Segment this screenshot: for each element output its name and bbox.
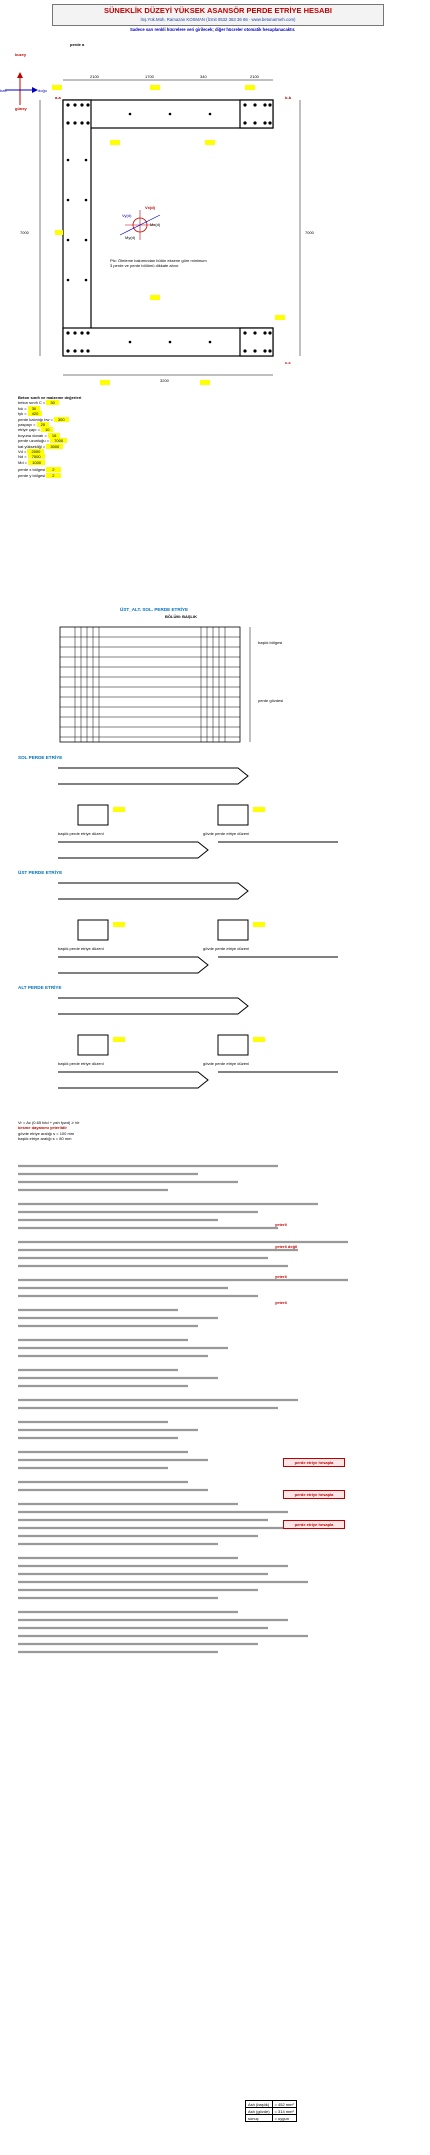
final-cell: = 314 mm² [272, 2108, 296, 2115]
section-caption-b: gövde perde etriye düzeni [203, 831, 250, 836]
plan-drawing [0, 30, 430, 390]
label-mxd: Mx(d) [150, 222, 161, 227]
compass-south: güney [15, 106, 27, 111]
notice-text: Sadece sarı renkli hücrelere veri girilecek; diğer hücreler otomatik hesaplanacaktır. [130, 27, 296, 32]
dim-top-2: 1700 [145, 74, 154, 79]
param-label: perde uzunluğu [18, 438, 46, 444]
section-title: SOL PERDE ETRİYE [18, 755, 63, 760]
section-caption-a: başlık perde etriye düzeni [58, 946, 104, 951]
param-label: Md [18, 459, 24, 465]
section-drawing [18, 990, 418, 1090]
param-label: perde kalınlığı bw [18, 416, 50, 422]
check-line-4: başlık etriye aralığı s = 80 mm [18, 1136, 72, 1142]
page-header [52, 4, 384, 26]
calc-button-1[interactable]: perde etriye hesapla [283, 1458, 345, 1467]
final-cell: sonuç [246, 2115, 273, 2122]
param-value[interactable]: 420 [28, 411, 43, 416]
param-value[interactable]: 300 [54, 417, 69, 422]
param-row: boyuna donatı = 16 [18, 433, 418, 438]
param-row: Nd = 7000 [18, 454, 418, 459]
compass-icon [5, 72, 38, 105]
section-title: ALT PERDE ETRİYE [18, 985, 62, 990]
check-line-3: gövde etriye aralığı s = 100 mm [18, 1130, 75, 1136]
final-cell: = 452 mm² [272, 2101, 296, 2108]
page-subtitle: İnş.Yük.Müh. Ramazan KOSMAN (İzmit 0532 363 36 66 · www.betonarmeh.com) [140, 17, 296, 22]
param-label: beton sınıfı C [18, 400, 42, 406]
label-myd: My(d) [125, 235, 136, 240]
selection-b: perde y bölgesi [18, 472, 46, 478]
param-row: perde kalınlığı bw = 300 [18, 417, 418, 422]
param-value[interactable]: 30 [46, 400, 58, 405]
dim-top-3: 340 [200, 74, 207, 79]
param-row: etriye çapı = 10 [18, 427, 418, 432]
params-title: Beton sınıfı ve malzeme değerleri [18, 395, 82, 400]
section-1 [18, 755, 418, 861]
param-row: paspayı = 25 [18, 422, 418, 427]
param-value[interactable]: 1000 [28, 460, 45, 465]
param-label: Vd [18, 449, 23, 455]
section-c: c-c [285, 360, 291, 365]
section-caption-a: başlık perde etriye düzeni [58, 1061, 104, 1066]
calc-button-3[interactable]: perde etriye hesapla [283, 1520, 345, 1529]
section-caption-b: gövde perde etriye düzeni [203, 1061, 250, 1066]
final-table [245, 2100, 297, 2122]
param-label: paspayı [18, 422, 33, 428]
compass-west: batı [0, 88, 7, 93]
param-value[interactable]: 25 [37, 422, 49, 427]
label-vxd: Vx(d) [145, 205, 155, 210]
compass-east: doğu [38, 88, 47, 93]
dim-top-4: 2100 [250, 74, 259, 79]
param-value[interactable]: 7000 [28, 454, 45, 459]
param-row: kat yüksekliği = 3000 [18, 444, 418, 449]
elevation-label-bottom: perde gövdesi [258, 698, 284, 703]
section-a: a-a [55, 95, 61, 100]
final-cell: Ash (gövde) [246, 2108, 273, 2115]
check-line-1: Vr = Ac (0.65 fctd + ρsh fywd) ≥ Ve [18, 1120, 80, 1125]
final-cell: Ash (başlık) [246, 2101, 273, 2108]
dim-top-1: 2100 [90, 74, 99, 79]
section-title: ÜST PERDE ETRİYE [18, 870, 63, 875]
param-value[interactable]: 3000 [46, 444, 63, 449]
section-caption-b: gövde perde etriye düzeni [203, 946, 250, 951]
param-row: Md = 1000 [18, 460, 418, 465]
param-label: etriye çapı [18, 427, 37, 433]
params-block [18, 395, 418, 478]
section-3 [18, 985, 418, 1091]
result-1: yeterli [275, 1222, 287, 1227]
elevation-label-top: başlık bölgesi [258, 640, 283, 645]
label-vyd: Vy(d) [122, 213, 132, 218]
param-value[interactable]: 2000 [27, 449, 44, 454]
param-value[interactable]: 16 [48, 433, 60, 438]
final-cell: = uygun [272, 2115, 296, 2122]
final-row [246, 2101, 297, 2108]
section-drawing [18, 760, 418, 860]
final-row [246, 2108, 297, 2115]
plan-annotation: Ptc: Öteleme bakımından bütün eksene göre minimum 3 perde ve perde bölümü dikkate alınır. [110, 258, 207, 268]
dim-right: 7000 [305, 230, 314, 235]
param-row: fyk = 420 [18, 411, 418, 416]
section-caption-a: başlık perde etriye düzeni [58, 831, 104, 836]
wall-label: perde a [70, 42, 85, 47]
final-row [246, 2115, 297, 2122]
param-label: kat yüksekliği [18, 443, 42, 449]
param-row: Vd = 2000 [18, 449, 418, 454]
compass-north: kuzey [15, 52, 27, 57]
param-label: fck [18, 405, 24, 411]
param-value[interactable]: 10 [41, 427, 53, 432]
section-drawing [18, 875, 418, 975]
dim-bottom: 3200 [160, 378, 169, 383]
page-title: SÜNEKLİK DÜZEYİ YÜKSEK ASANSÖR PERDE ETRİYE HESABI [104, 6, 332, 15]
param-label: boyuna donatı [18, 432, 44, 438]
dim-left: 7000 [20, 230, 29, 235]
elevation-section: BÖLÜM: BAŞLIK [165, 614, 197, 619]
param-label: Nd [18, 454, 24, 460]
section-b: b-b [285, 95, 292, 100]
param-row: fck = 30 [18, 406, 418, 411]
selection-a-input[interactable]: 2 [46, 467, 60, 472]
selection-a: perde x bölgesi [18, 467, 46, 473]
check-line-2: kesme dayanımı yeterlidir [18, 1125, 67, 1131]
result-2: yeterli değil [275, 1244, 298, 1249]
param-row: beton sınıfı C = 30 [18, 400, 418, 405]
calc-lines [18, 1160, 413, 2090]
param-value[interactable]: 7000 [50, 438, 67, 443]
section-2 [18, 870, 418, 976]
result-4: yeterli [275, 1300, 287, 1305]
check-block [18, 1120, 418, 1142]
calc-button-2[interactable]: perde etriye hesapla [283, 1490, 345, 1499]
param-value[interactable]: 30 [28, 406, 40, 411]
selection-b-input[interactable]: 2 [46, 473, 60, 478]
elevation-title: ÜST_ALT. SOL. PERDE ETRİYE [120, 607, 189, 612]
result-3: yeterli [275, 1274, 287, 1279]
calc-filler [18, 1160, 413, 2091]
param-row: perde uzunluğu = 7000 [18, 438, 418, 443]
param-label: fyk [18, 411, 24, 417]
